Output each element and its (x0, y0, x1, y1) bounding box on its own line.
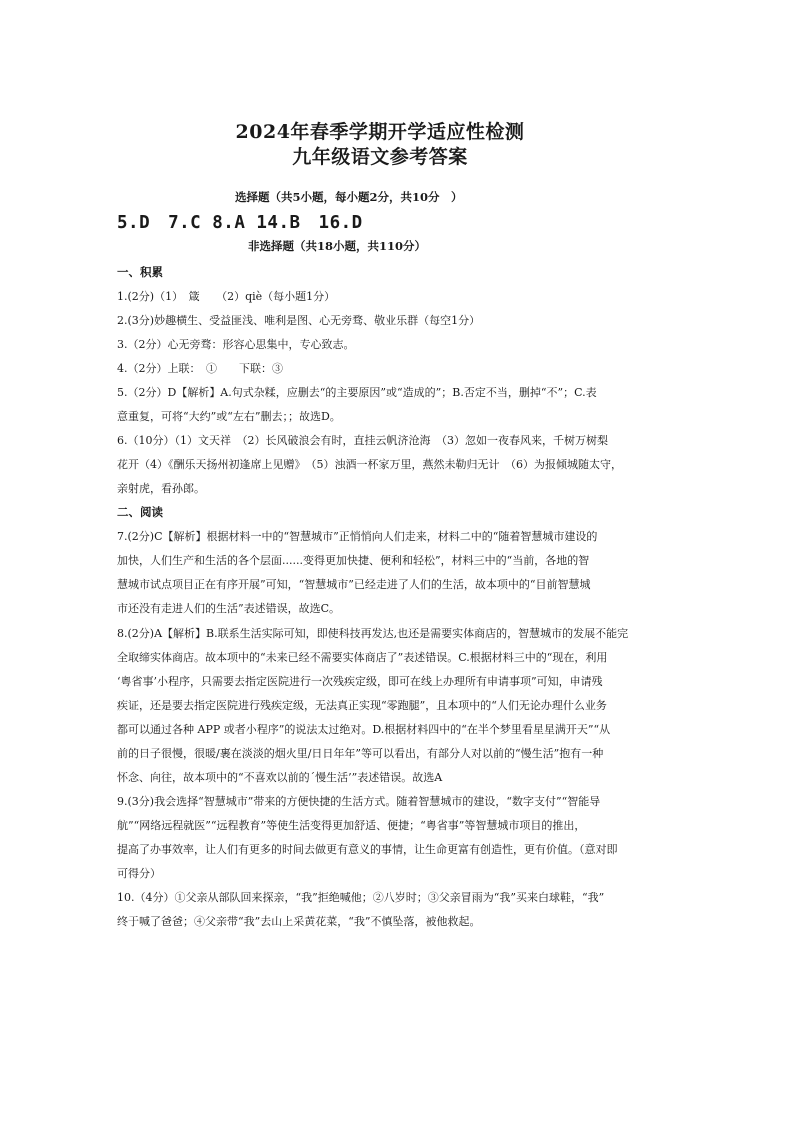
answer-line: 花开（4）《酬乐天扬州初逢席上见赠》 （5）浊酒一杯家万里，燕然未勒归无计 （6）为报倾城随太守， (117, 458, 622, 471)
answer-line: 可得分） (117, 867, 161, 880)
answer-line: 市还没有走进人们的生活”表述错误，故选C。 (117, 602, 341, 615)
section-heading-accumulation: 一、积累 (117, 265, 163, 279)
section-heading-reading: 二、阅读 (117, 505, 163, 519)
answer-line: 加快，人们生产和生活的各个层面......变得更加快捷、便利和轻松”，材料三中的“当前，各地的智 (117, 554, 590, 567)
document-subtitle: 九年级语文参考答案 (292, 146, 468, 168)
answer-line: 航”“网络远程就医”“远程教育”等使生活变得更加舒适、便捷；“粤省事”等智慧城市项目的推出， (117, 819, 586, 832)
answer-line: 都可以通过各种 APP 或者小程序”的说法太过绝对。D.根据材料四中的“在半个梦里看星星满开天”“从 (117, 723, 611, 736)
answer-line: 5.（2分）D【解析】A.句式杂糅，应删去“的主要原因”或“造成的”；B.否定不当，删掉“不”；C.表 (117, 386, 597, 399)
answer-line: 疾证，还是要去指定医院进行残疾定级，无法真正实现“零跑腿”，且本项中的“人们无论办理什么业务 (117, 699, 607, 712)
answer-line: 7.(2分)C【解析】根据材料一中的“智慧城市”正悄悄向人们走来，材料二中的“随着智慧城市建设的 (117, 530, 598, 543)
answer-line: 终于喊了爸爸；④父亲带“我”去山上采黄花菜，“我”不慎坠落，被他救起。 (117, 915, 481, 928)
answer-line: 提高了办事效率，让人们有更多的时间去做更有意义的事情，让生命更富有创造性，更有价值。（意对即 (117, 843, 618, 856)
choice-section-header: 选择题（共5小题，每小题2分，共10分 ） (235, 190, 463, 204)
answer-line: 4.（2分）上联： ① 下联：③ (117, 362, 283, 375)
answer-line: 1.(2分)（1） 箴 （2）qiè（每小题1分） (117, 290, 336, 303)
answer-line: 慧城市试点项目正在有序开展”可知，“智慧城市”已经走进了人们的生活，故本项中的“目前智慧城 (117, 578, 591, 591)
answer-line: 8.(2分)A【解析】B.联系生活实际可知，即使科技再发达,也还是需要实体商店的，智慧城市的发展不能完 (117, 627, 629, 640)
answer-line: 前的日子很慢，很暖/裹在淡淡的烟火里/日日年年”等可以看出，有部分人对以前的“慢生活”抱有一种 (117, 747, 604, 760)
answer-line: ‘粤省事’小程序，只需要去指定医院进行一次残疾定级，即可在线上办理所有申请事项”可知，申请残 (117, 675, 603, 688)
answer-line: 10.（4分）①父亲从部队回来探亲，“我”拒绝喊他；②八岁时；③父亲冒雨为“我”买来白球鞋，“我” (117, 891, 605, 904)
answer-line: 3.（2分）心无旁骛：形容心思集中，专心致志。 (117, 338, 355, 351)
answer-line: 全取缔实体商店。故本项中的“未来已经不需要实体商店了”表述错误。C.根据材料三中的“现在，利用 (117, 651, 608, 664)
answer-line: 9.(3分)我会选择“智慧城市”带来的方便快捷的生活方式。随着智慧城市的建设，“数字支付”“智能导 (117, 795, 601, 808)
answer-line: 亲射虎，看孙郎。 (117, 482, 205, 495)
answer-line: 意重复，可将“大约”或“左右”删去；；故选D。 (117, 410, 341, 423)
answer-line: 6.（10分）（1）文天祥 （2）长风破浪会有时，直挂云帆济沧海 （3）忽如一夜春风来，千树万树梨 (117, 434, 608, 447)
choice-answers: 5.D 7.C 8.A 14.B 16.D (117, 213, 363, 233)
document-title: 2024年春季学期开学适应性检测 (235, 121, 525, 143)
answer-line: 2.(3分)妙趣横生、受益匪浅、唯利是图、心无旁骛、敬业乐群（每空1分） (117, 314, 481, 327)
answer-line: 怀念、向往，故本项中的“不喜欢以前的ˊ慢生活’”表述错误。故选A (117, 771, 443, 784)
nonchoice-section-header: 非选择题（共18小题，共110分） (248, 239, 427, 253)
